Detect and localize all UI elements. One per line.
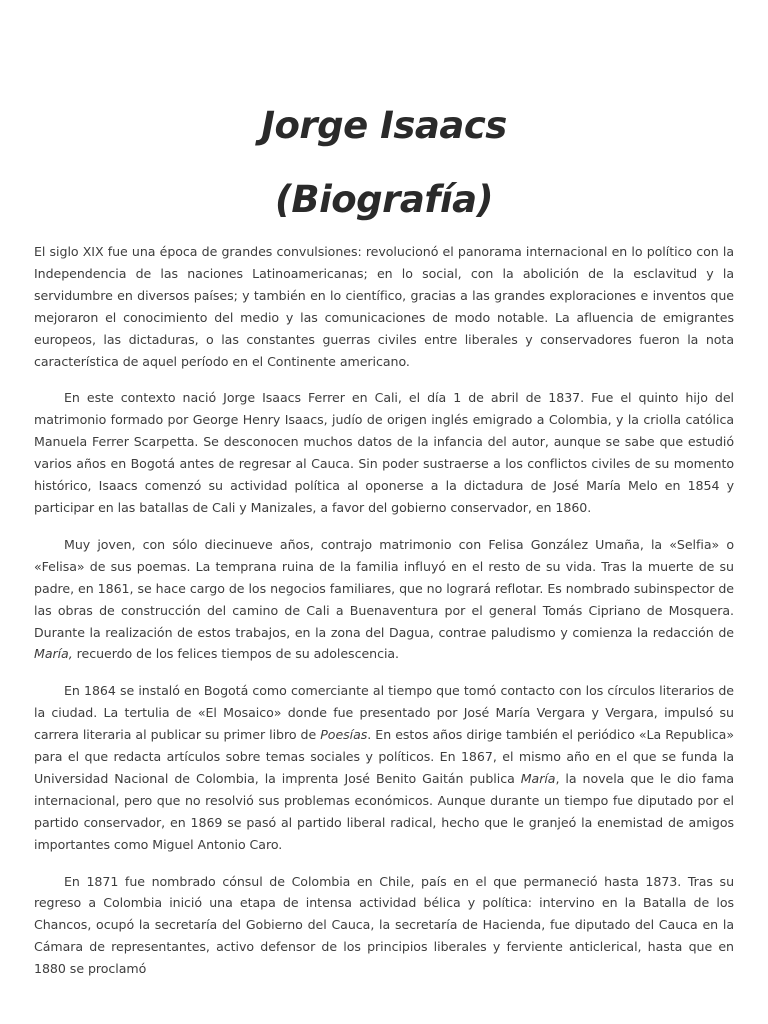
paragraph-text: Muy joven, con sólo diecinueve años, contrajo matrimonio con Felisa González Umaña, la «Selfia» o «Felisa» de sus poemas. La temprana ruina de la familia influyó en el resto de su vida. Tras la muerte de su padre, en 1861, se hace cargo de los negocios familiares, que no logrará reflotar. Es nombrado subinspector de las obras de construcción del camino de Cali a Buenaventura por el general Tomás Cipriano de Mosquera. Durante la realización de estos trabajos, en la zona del Dagua, contrae paludismo y comienza la redacción de xyxy=(34,536,734,640)
paragraph-text: , la novela que le dio fama internacional, pero que no resolvió sus problemas económicos. Aunque durante un tiempo fue diputado por el partido conservador, en 1869 se pasó al partido liberal radical, hecho que le granjeó la enemistad de amigos importantes como Miguel Antonio Caro. xyxy=(34,770,734,852)
paragraph-text: En 1871 fue nombrado cónsul de Colombia en Chile, país en el que permaneció hasta 1873. Tras su regreso a Colombia inició una etapa de intensa actividad bélica y política: intervino en la Batalla de los Chancos, ocupó la secretaría del Gobierno del Cauca, la secretaría de Hacienda, fue diputado del Cauca en la Cámara de representantes, activo defensor de los principios liberales y ferviente anticlerical, hasta que en 1880 se proclamó xyxy=(34,873,734,977)
book-title-maria: María xyxy=(520,770,556,786)
page-title: Jorge Isaacs xyxy=(261,104,507,147)
paragraph-2 xyxy=(34,387,734,518)
book-title-poesias: Poesías xyxy=(320,727,368,743)
paragraph-text: En 1864 se instaló en Bogotá como comerciante al tiempo que tomó contacto con los círculos literarios de la ciudad. La tertulia de «El Mosaico» donde fue presentado por José María Vergara y Vergara, impulsó su carrera literaria al publicar su primer libro de xyxy=(34,683,734,743)
paragraph-text: . En estos años dirige también el periódico «La Republica» para el que redacta artículos sobre temas sociales y políticos. En 1867, el mismo año en el que se funda la Universidad Nacional de Colombia, la imprenta José Benito Gaitán publica xyxy=(34,727,734,786)
paragraph-5 xyxy=(34,871,734,981)
paragraph-text: recuerdo de los felices tiempos de su adolescencia. xyxy=(72,646,400,662)
book-title-maria: María, xyxy=(34,646,73,662)
paragraph-3 xyxy=(34,534,734,665)
paragraph-text: El siglo XIX fue una época de grandes convulsiones: revolucionó el panorama internacional en lo político con la Independencia de las naciones Latinoamericanas; en lo social, con la abolición de la esclavitud y la servidumbre en diversos países; y también en lo científico, gracias a las grandes exploraciones e inventos que mejoraron el conocimiento del medio y las comunicaciones de modo notable. La afluencia de emigrantes europeos, las dictaduras, o las constantes guerras civiles entre liberales y conservadores fueron la nota característica de aquel período en el Continente americano. xyxy=(34,244,734,369)
biography-body xyxy=(34,241,734,995)
paragraph-1 xyxy=(34,241,734,372)
paragraph-text: En este contexto nació Jorge Isaacs Ferrer en Cali, el día 1 de abril de 1837. Fue el quinto hijo del matrimonio formado por George Henry Isaacs, judío de origen inglés emigrado a Colombia, y la criolla católica Manuela Ferrer Scarpetta. Se desconocen muchos datos de la infancia del autor, aunque se sabe que estudió varios años en Bogotá antes de regresar al Cauca. Sin poder sustraerse a los conflictos civiles de su momento histórico, Isaacs comenzó su actividad política al oponerse a la dictadura de José María Melo en 1854 y participar en las batallas de Cali y Manizales, a favor del gobierno conservador, en 1860. xyxy=(34,390,734,515)
page-subtitle: (Biografía) xyxy=(274,178,494,221)
paragraph-4 xyxy=(34,680,734,855)
